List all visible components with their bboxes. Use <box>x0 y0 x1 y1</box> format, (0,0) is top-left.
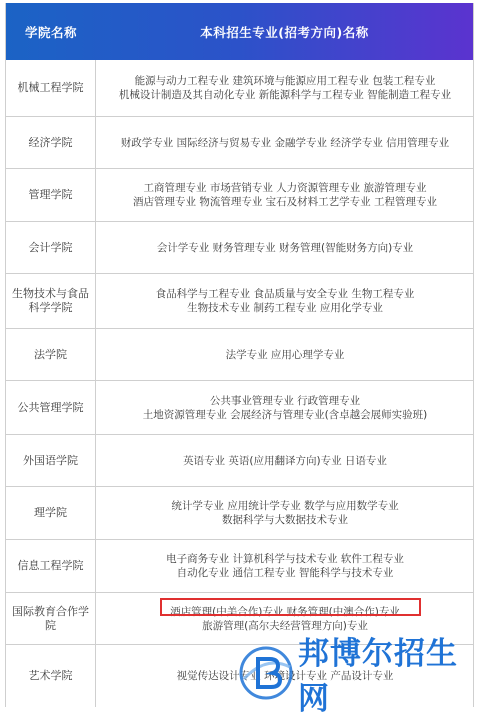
header-college: 学院名称 <box>24 24 77 40</box>
major-line: 工商管理专业 市场营销专业 人力资源管理专业 旅游管理专业 <box>143 182 427 194</box>
major-list <box>97 60 473 116</box>
college-name: 国际教育合作学院 <box>6 593 96 644</box>
table-row <box>6 381 473 435</box>
major-line: 数据科学与大数据技术专业 <box>222 514 348 526</box>
table-row <box>6 117 473 169</box>
header-majors: 本科招生专业(招考方向)名称 <box>200 24 369 40</box>
major-line: 自动化专业 通信工程专业 智能科学与技术专业 <box>176 567 394 579</box>
major-line: 生物技术专业 制药工程专业 应用化学专业 <box>187 302 383 314</box>
college-name: 机械工程学院 <box>6 60 96 116</box>
major-line: 统计学专业 应用统计学专业 数学与应用数学专业 <box>171 500 399 512</box>
table-header <box>6 3 473 60</box>
major-list <box>97 487 473 539</box>
table-row <box>6 169 473 222</box>
table-row <box>6 274 473 329</box>
college-name: 法学院 <box>6 329 96 380</box>
major-line: 公共事业管理专业 行政管理专业 <box>209 394 361 407</box>
table-row <box>6 329 473 381</box>
major-list <box>97 329 473 380</box>
major-list <box>97 117 473 168</box>
major-line: 土地资源管理专业 会展经济与管理专业(含卓越会展师实验班) <box>142 408 428 421</box>
highlight-box <box>160 598 421 616</box>
major-list <box>97 435 473 486</box>
major-line: 法学专业 应用心理学专业 <box>225 348 345 361</box>
major-line: 会计学专业 财务管理专业 财务管理(智能财务方向)专业 <box>156 241 414 254</box>
major-line: 电子商务专业 计算机科学与技术专业 软件工程专业 <box>166 553 404 565</box>
major-line: 英语专业 英语(应用翻译方向)专业 日语专业 <box>183 454 387 467</box>
major-line: 食品科学与工程专业 食品质量与安全专业 生物工程专业 <box>155 288 415 300</box>
table-row <box>6 435 473 487</box>
table-row <box>6 60 473 117</box>
major-list <box>97 222 473 273</box>
college-name: 外国语学院 <box>6 435 96 486</box>
major-line: 能源与动力工程专业 建筑环境与能源应用工程专业 包装工程专业 <box>134 75 436 87</box>
major-list <box>97 381 473 434</box>
major-line: 视觉传达设计专业 环境设计专业 产品设计专业 <box>176 670 394 682</box>
major-list <box>97 274 473 328</box>
college-name: 会计学院 <box>6 222 96 273</box>
major-list <box>97 169 473 221</box>
college-name: 信息工程学院 <box>6 540 96 592</box>
college-name: 生物技术与食品科学学院 <box>6 274 96 328</box>
major-line: 酒店管理(中美合作)专业 财务管理(中澳合作)专业 <box>170 605 400 618</box>
table-row <box>6 487 473 540</box>
bangboer-logo-icon <box>238 645 294 701</box>
table-row <box>6 540 473 593</box>
college-name: 公共管理学院 <box>6 381 96 434</box>
major-line: 酒店管理专业 物流管理专业 宝石及材料工艺学专业 工程管理专业 <box>132 196 437 208</box>
college-name: 理学院 <box>6 487 96 539</box>
table-row <box>6 222 473 274</box>
watermark <box>238 636 474 717</box>
major-line: 财政学专业 国际经济与贸易专业 金融学专业 经济学专业 信用管理专业 <box>120 136 450 149</box>
college-name: 管理学院 <box>6 169 96 221</box>
watermark-text: 邦博尔招生网 <box>298 636 458 717</box>
college-name: 经济学院 <box>6 117 96 168</box>
major-line: 机械设计制造及其自动化专业 新能源科学与工程专业 智能制造工程专业 <box>118 89 452 101</box>
college-name: 艺术学院 <box>6 645 96 707</box>
major-list <box>97 540 473 592</box>
major-line: 旅游管理(高尔夫经营管理方向)专业 <box>202 619 368 632</box>
